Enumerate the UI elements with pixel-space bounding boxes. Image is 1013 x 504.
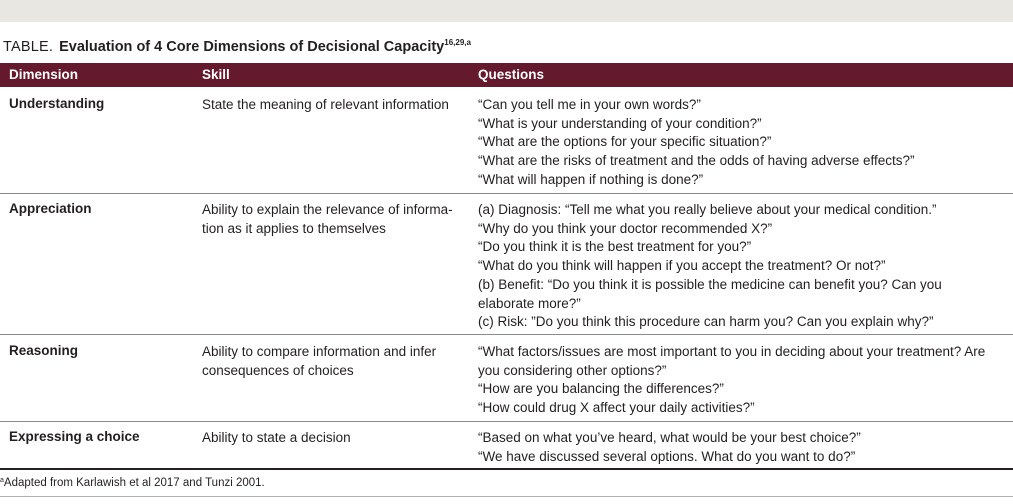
caption-title: Evaluation of 4 Core Dimensions of Decisional Capacity bbox=[59, 39, 445, 55]
question-line: “Why do you think your doctor recommended X?” bbox=[478, 220, 773, 236]
table-bottom-rule bbox=[0, 468, 1013, 470]
row-divider bbox=[0, 334, 1013, 335]
skill-cell bbox=[202, 96, 470, 115]
skill-line: Ability to compare information and infer bbox=[202, 344, 437, 359]
question-line: “We have discussed several options. What do you want to do?” bbox=[478, 448, 856, 464]
question-line: “How are you balancing the differences?” bbox=[478, 381, 724, 397]
question-line: (a) Diagnosis: “Tell me what you really believe about your medical condition.” bbox=[478, 202, 937, 217]
top-band bbox=[0, 0, 1013, 22]
skill-cell bbox=[202, 201, 470, 238]
question-line: “Can you tell me in your own words?” bbox=[478, 97, 701, 112]
dimension-cell: Expressing a choice bbox=[9, 429, 140, 444]
table-header bbox=[0, 63, 1013, 87]
question-line: you considering other options?” bbox=[478, 362, 667, 378]
footnote-rule bbox=[0, 496, 1013, 497]
question-line: elaborate more?” bbox=[478, 295, 581, 311]
question-line: “What do you think will happen if you accept the treatment? Or not?” bbox=[478, 258, 886, 274]
skill-line: Ability to explain the relevance of informa- bbox=[202, 202, 453, 217]
header-skill: Skill bbox=[202, 67, 230, 82]
row-divider bbox=[0, 421, 1013, 422]
question-line: “Based on what you’ve heard, what would be your best choice?” bbox=[478, 430, 861, 445]
question-line: “What are the options for your specific situation?” bbox=[478, 134, 772, 150]
dimension-cell: Understanding bbox=[9, 96, 105, 111]
question-line: “What factors/issues are most important to you in deciding about your treatment? Are bbox=[478, 344, 986, 359]
dimension-cell: Appreciation bbox=[9, 201, 92, 216]
table-caption bbox=[3, 38, 471, 55]
questions-cell bbox=[478, 201, 1008, 332]
question-line: “What will happen if nothing is done?” bbox=[478, 171, 704, 187]
row-divider bbox=[0, 193, 1013, 194]
table-footnote bbox=[0, 477, 265, 489]
question-line: “How could drug X affect your daily activities?” bbox=[478, 400, 755, 416]
header-dimension: Dimension bbox=[9, 67, 79, 82]
questions-cell bbox=[478, 429, 1008, 466]
question-line: (c) Risk: ”Do you think this procedure can harm you? Can you explain why?” bbox=[478, 314, 934, 330]
skill-line: tion as it applies to themselves bbox=[202, 220, 386, 236]
question-line: “What are the risks of treatment and the odds of having adverse effects?” bbox=[478, 153, 915, 169]
header-questions: Questions bbox=[478, 67, 545, 82]
caption-refs: 16,29,a bbox=[444, 38, 471, 47]
footnote-text: Adapted from Karlawish et al 2017 and Tunzi 2001. bbox=[3, 477, 265, 489]
footnote-marker: a bbox=[0, 477, 4, 484]
questions-cell bbox=[478, 96, 1008, 190]
skill-line: State the meaning of relevant information bbox=[202, 97, 449, 112]
skill-line: consequences of choices bbox=[202, 362, 354, 378]
dimension-cell: Reasoning bbox=[9, 343, 79, 358]
skill-cell bbox=[202, 343, 470, 380]
caption-label: TABLE. bbox=[3, 39, 54, 55]
skill-cell bbox=[202, 429, 470, 448]
question-line: “What is your understanding of your condition?” bbox=[478, 115, 762, 131]
skill-line: Ability to state a decision bbox=[202, 430, 351, 445]
question-line: “Do you think it is the best treatment for you?” bbox=[478, 239, 752, 255]
questions-cell bbox=[478, 343, 1008, 418]
question-line: (b) Benefit: “Do you think it is possible the medicine can benefit you? Can you bbox=[478, 276, 942, 292]
